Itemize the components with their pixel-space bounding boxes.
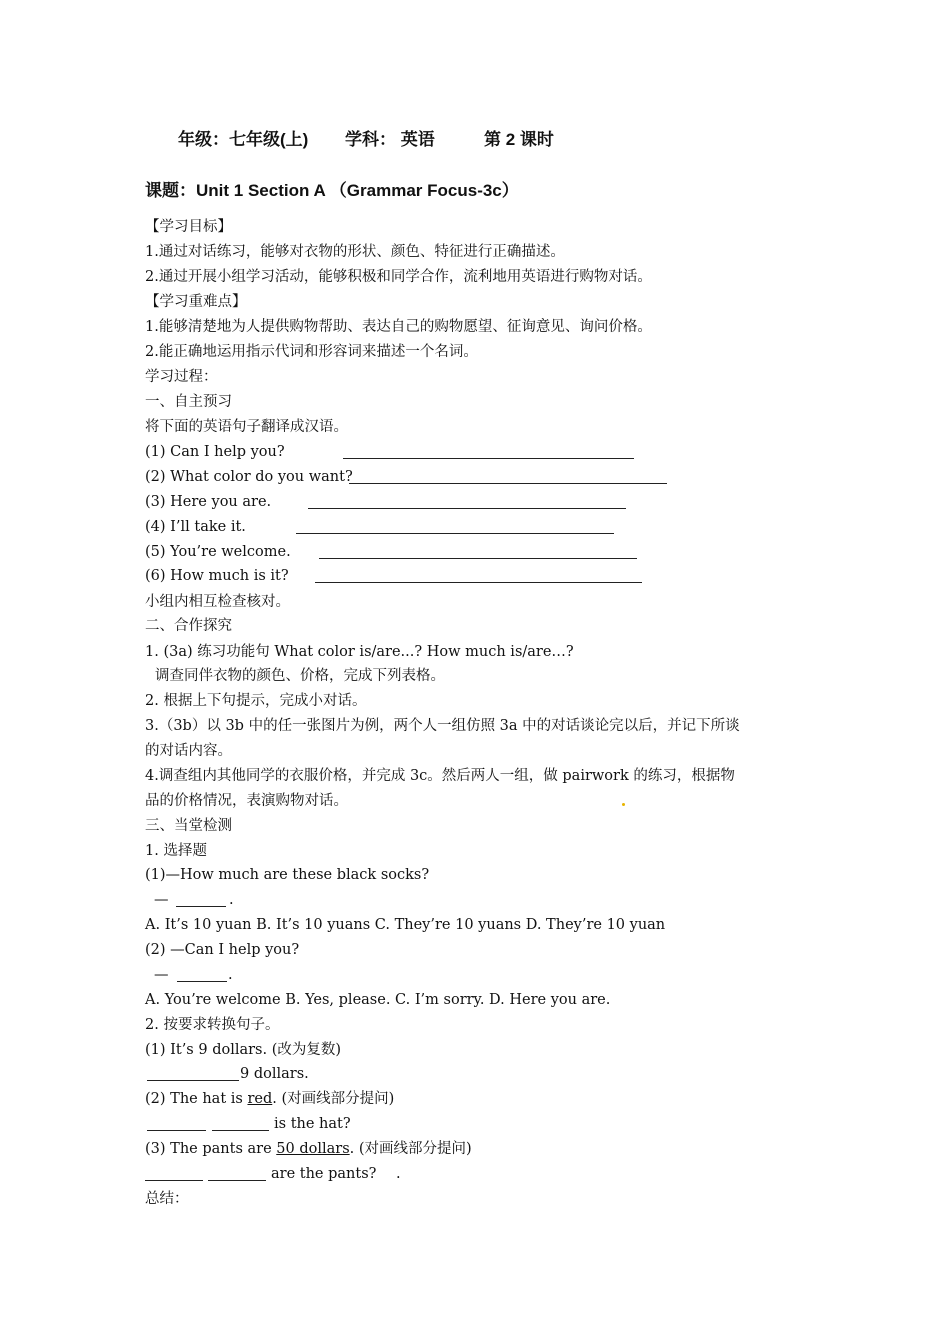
answer-dash: — bbox=[154, 892, 169, 908]
translate-item: (5) You’re welcome. bbox=[145, 544, 291, 560]
period: . bbox=[229, 892, 234, 908]
section1-check: 小组内相互检查核对。 bbox=[145, 594, 290, 610]
process-label: 学习过程： bbox=[145, 369, 218, 385]
answer-blank[interactable] bbox=[315, 568, 642, 583]
section2-item: 1. (3a) 练习功能句 What color is/are...? How much is/are…? bbox=[145, 644, 574, 660]
question-2-options: A. You’re welcome B. Yes, please. C. I’m sorry. D. Here you are. bbox=[145, 992, 611, 1008]
transform-3-answer: are the pants? bbox=[271, 1166, 377, 1182]
keypoint-item: 1.能够清楚地为人提供购物帮助、表达自己的购物愿望、征询意见、询问价格。 bbox=[145, 319, 652, 335]
topic-title: 课题：Unit 1 Section A （Grammar Focus-3c） bbox=[145, 181, 519, 200]
transform-2 bbox=[145, 1089, 394, 1109]
objective-item: 1.通过对话练习，能够对衣物的形状、颜色、特征进行正确描述。 bbox=[145, 244, 565, 260]
answer-blank[interactable] bbox=[177, 967, 227, 982]
header-lesson: 第 2 课时 bbox=[484, 130, 554, 149]
decorative-dot bbox=[622, 803, 625, 806]
answer-blank[interactable] bbox=[147, 1116, 206, 1131]
question-1-options: A. It’s 10 yuan B. It’s 10 yuans C. They’re 10 yuans D. They’re 10 yuan bbox=[145, 917, 666, 933]
header-grade: 年级：七年级(上) bbox=[178, 130, 309, 149]
question-2: (2) —Can I help you? bbox=[145, 942, 300, 958]
answer-blank[interactable] bbox=[296, 519, 614, 534]
answer-blank[interactable] bbox=[212, 1116, 269, 1131]
section2-heading: 二、合作探究 bbox=[145, 618, 232, 634]
answer-blank[interactable] bbox=[147, 1066, 239, 1081]
answer-blank[interactable] bbox=[176, 892, 226, 907]
period: . bbox=[228, 967, 233, 983]
answer-blank[interactable] bbox=[349, 469, 667, 484]
objective-item: 2.通过开展小组学习活动，能够积极和同学合作，流利地用英语进行购物对话。 bbox=[145, 269, 652, 285]
part2-title: 2. 按要求转换句子。 bbox=[145, 1017, 280, 1033]
section1-heading: 一、自主预习 bbox=[145, 394, 232, 410]
summary-label: 总结： bbox=[145, 1191, 189, 1207]
translate-item: (4) I’ll take it. bbox=[145, 519, 246, 535]
translate-item: (2) What color do you want? bbox=[145, 469, 353, 485]
section2-item: 品的价格情况，表演购物对话。 bbox=[145, 793, 348, 809]
answer-dash: — bbox=[154, 967, 169, 983]
translate-item: (3) Here you are. bbox=[145, 494, 272, 510]
transform-1-answer: 9 dollars. bbox=[240, 1066, 309, 1082]
section2-item: 调查同伴衣物的颜色、价格，完成下列表格。 bbox=[155, 668, 445, 684]
transform-1: (1) It’s 9 dollars. (改为复数) bbox=[145, 1042, 342, 1058]
answer-blank[interactable] bbox=[308, 494, 626, 509]
transform-2-suffix: . (对画线部分提问) bbox=[272, 1091, 395, 1107]
answer-blank[interactable] bbox=[343, 444, 634, 459]
translate-item: (1) Can I help you? bbox=[145, 444, 285, 460]
section3-heading: 三、当堂检测 bbox=[145, 818, 232, 834]
section1-instruction: 将下面的英语句子翻译成汉语。 bbox=[145, 419, 348, 435]
transform-3-prefix: (3) The pants are bbox=[145, 1141, 277, 1157]
part1-title: 1. 选择题 bbox=[145, 843, 207, 859]
section2-item: 的对话内容。 bbox=[145, 743, 232, 759]
translate-item: (6) How much is it? bbox=[145, 568, 289, 584]
question-1: (1)—How much are these black socks? bbox=[145, 867, 430, 883]
transform-3 bbox=[145, 1139, 472, 1159]
keypoints-heading: 【学习重难点】 bbox=[145, 294, 247, 310]
answer-blank[interactable] bbox=[145, 1166, 203, 1181]
trailing-period: . bbox=[396, 1166, 401, 1182]
section2-item: 4.调查组内其他同学的衣服价格，并完成 3c。然后两人一组，做 pairwork 的练习，根据物 bbox=[145, 768, 735, 784]
answer-blank[interactable] bbox=[319, 544, 637, 559]
underlined-word: red bbox=[247, 1091, 273, 1107]
keypoint-item: 2.能正确地运用指示代词和形容词来描述一个名词。 bbox=[145, 344, 478, 360]
transform-2-prefix: (2) The hat is bbox=[145, 1091, 248, 1107]
transform-3-suffix: . (对画线部分提问) bbox=[349, 1141, 472, 1157]
transform-2-answer: is the hat? bbox=[274, 1116, 351, 1132]
section2-item: 3.（3b）以 3b 中的任一张图片为例，两个人一组仿照 3a 中的对话谈论完以后，并记下所谈 bbox=[145, 718, 740, 734]
answer-blank[interactable] bbox=[208, 1166, 266, 1181]
header-subject: 学科： 英语 bbox=[345, 130, 435, 149]
objectives-heading: 【学习目标】 bbox=[145, 219, 232, 235]
underlined-phrase: 50 dollars bbox=[276, 1141, 350, 1157]
section2-item: 2. 根据上下句提示，完成小对话。 bbox=[145, 693, 367, 709]
